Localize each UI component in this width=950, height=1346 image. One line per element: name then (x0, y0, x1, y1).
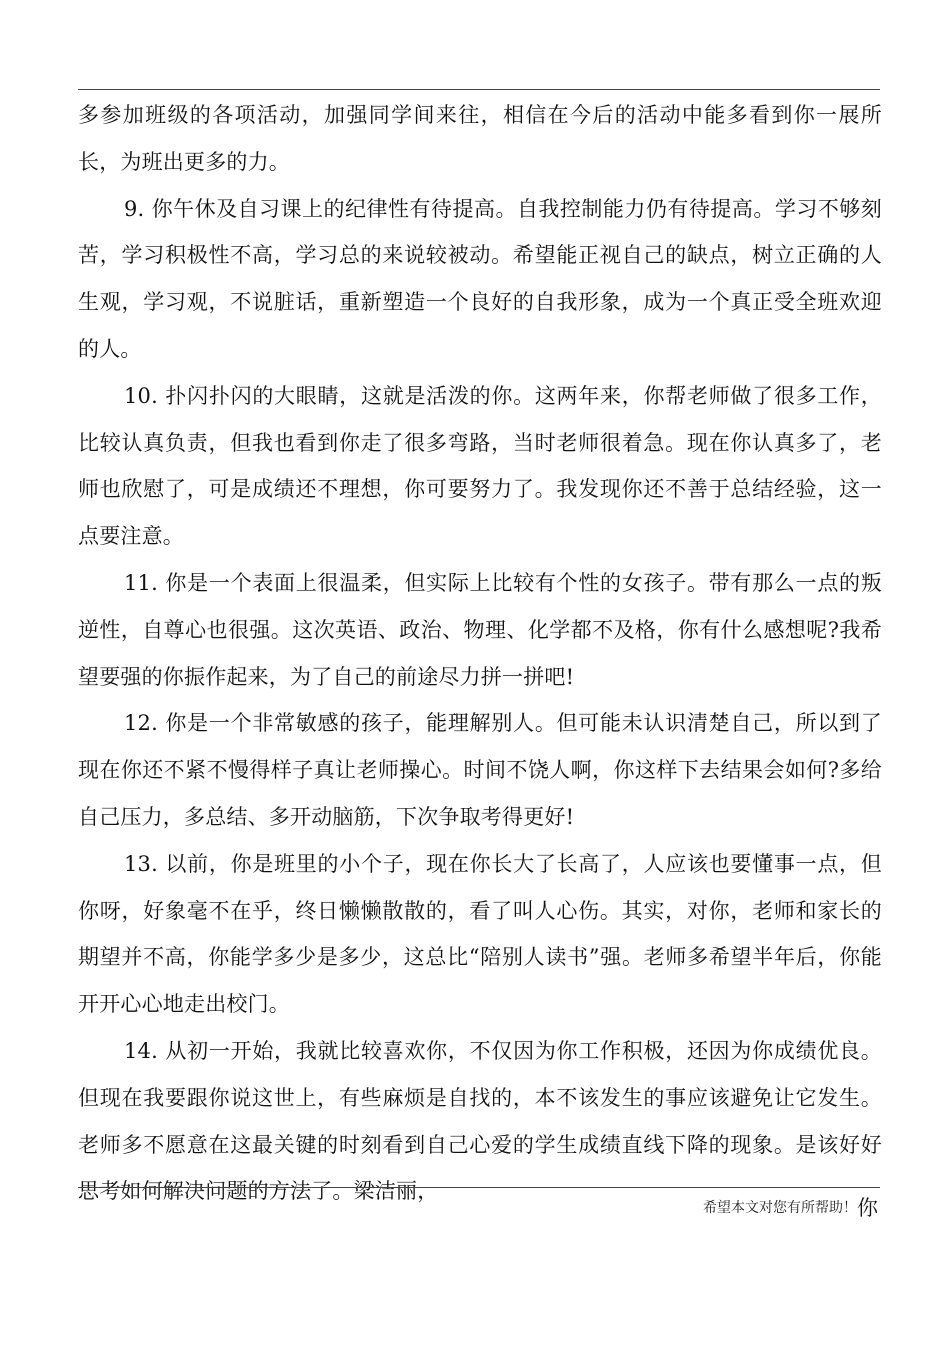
paragraph-item-9: 9. 你午休及自习课上的纪律性有待提高。自我控制能力仍有待提高。学习不够刻苦，学习积极性不高，学习总的来说较被动。希望能正视自己的缺点，树立正确的人生观，学习观，不说脏话，重新塑造一个良好的自我形象，成为一个真正受全班欢迎的人。 (78, 196, 882, 361)
footer-rule (78, 1187, 880, 1188)
page-footer (703, 1192, 878, 1222)
footer-trailing-text: 你 (857, 1196, 878, 1220)
paragraph-item-14: 14. 从初一开始，我就比较喜欢你，不仅因为你工作积极，还因为你成绩优良。但现在我要跟你说这世上，有些麻烦是自找的，本不该发生的事应该避免让它发生。老师多不愿意在这最关键的时刻看到自己心爱的学生成绩直线下降的现象。是该好好思考如何解决问题的方法了。梁洁丽， (78, 1038, 882, 1204)
document-body (78, 92, 882, 1215)
paragraph-item-10: 10. 扑闪扑闪的大眼睛，这就是活泼的你。这两年来，你帮老师做了很多工作，比较认真负责，但我也看到你走了很多弯路，当时老师很着急。现在你认真多了，老师也欣慰了，可是成绩还不理想，你可要努力了。我发现你还不善于总结经验，这一点要注意。 (78, 383, 882, 549)
header-rule (78, 89, 880, 90)
paragraph-item-11: 11. 你是一个表面上很温柔，但实际上比较有个性的女孩子。带有那么一点的叛逆性，自尊心也很强。这次英语、政治、物理、化学都不及格，你有什么感想呢?我希望要强的你振作起来，为了自己的前途尽力拼一拼吧! (78, 570, 882, 689)
footer-note: 希望本文对您有所帮助！ (703, 1200, 857, 1216)
paragraph-continuation: 多参加班级的各项活动，加强同学间来往，相信在今后的活动中能多看到你一展所长，为班出更多的力。 (78, 103, 882, 174)
paragraph-item-12: 12. 你是一个非常敏感的孩子，能理解别人。但可能未认识清楚自己，所以到了现在你还不紧不慢得样子真让老师操心。时间不饶人啊，你这样下去结果会如何?多给自己压力，多总结、多开动脑筋，下次争取考得更好! (78, 711, 882, 829)
paragraph-item-13: 13. 以前，你是班里的小个子，现在你长大了长高了，人应该也要懂事一点，但你呀，好象毫不在乎，终日懒懒散散的，看了叫人心伤。其实，对你，老师和家长的期望并不高，你能学多少是多少，这总比“陪别人读书”强。老师多希望半年后，你能开开心心地走出校门。 (78, 851, 882, 1017)
